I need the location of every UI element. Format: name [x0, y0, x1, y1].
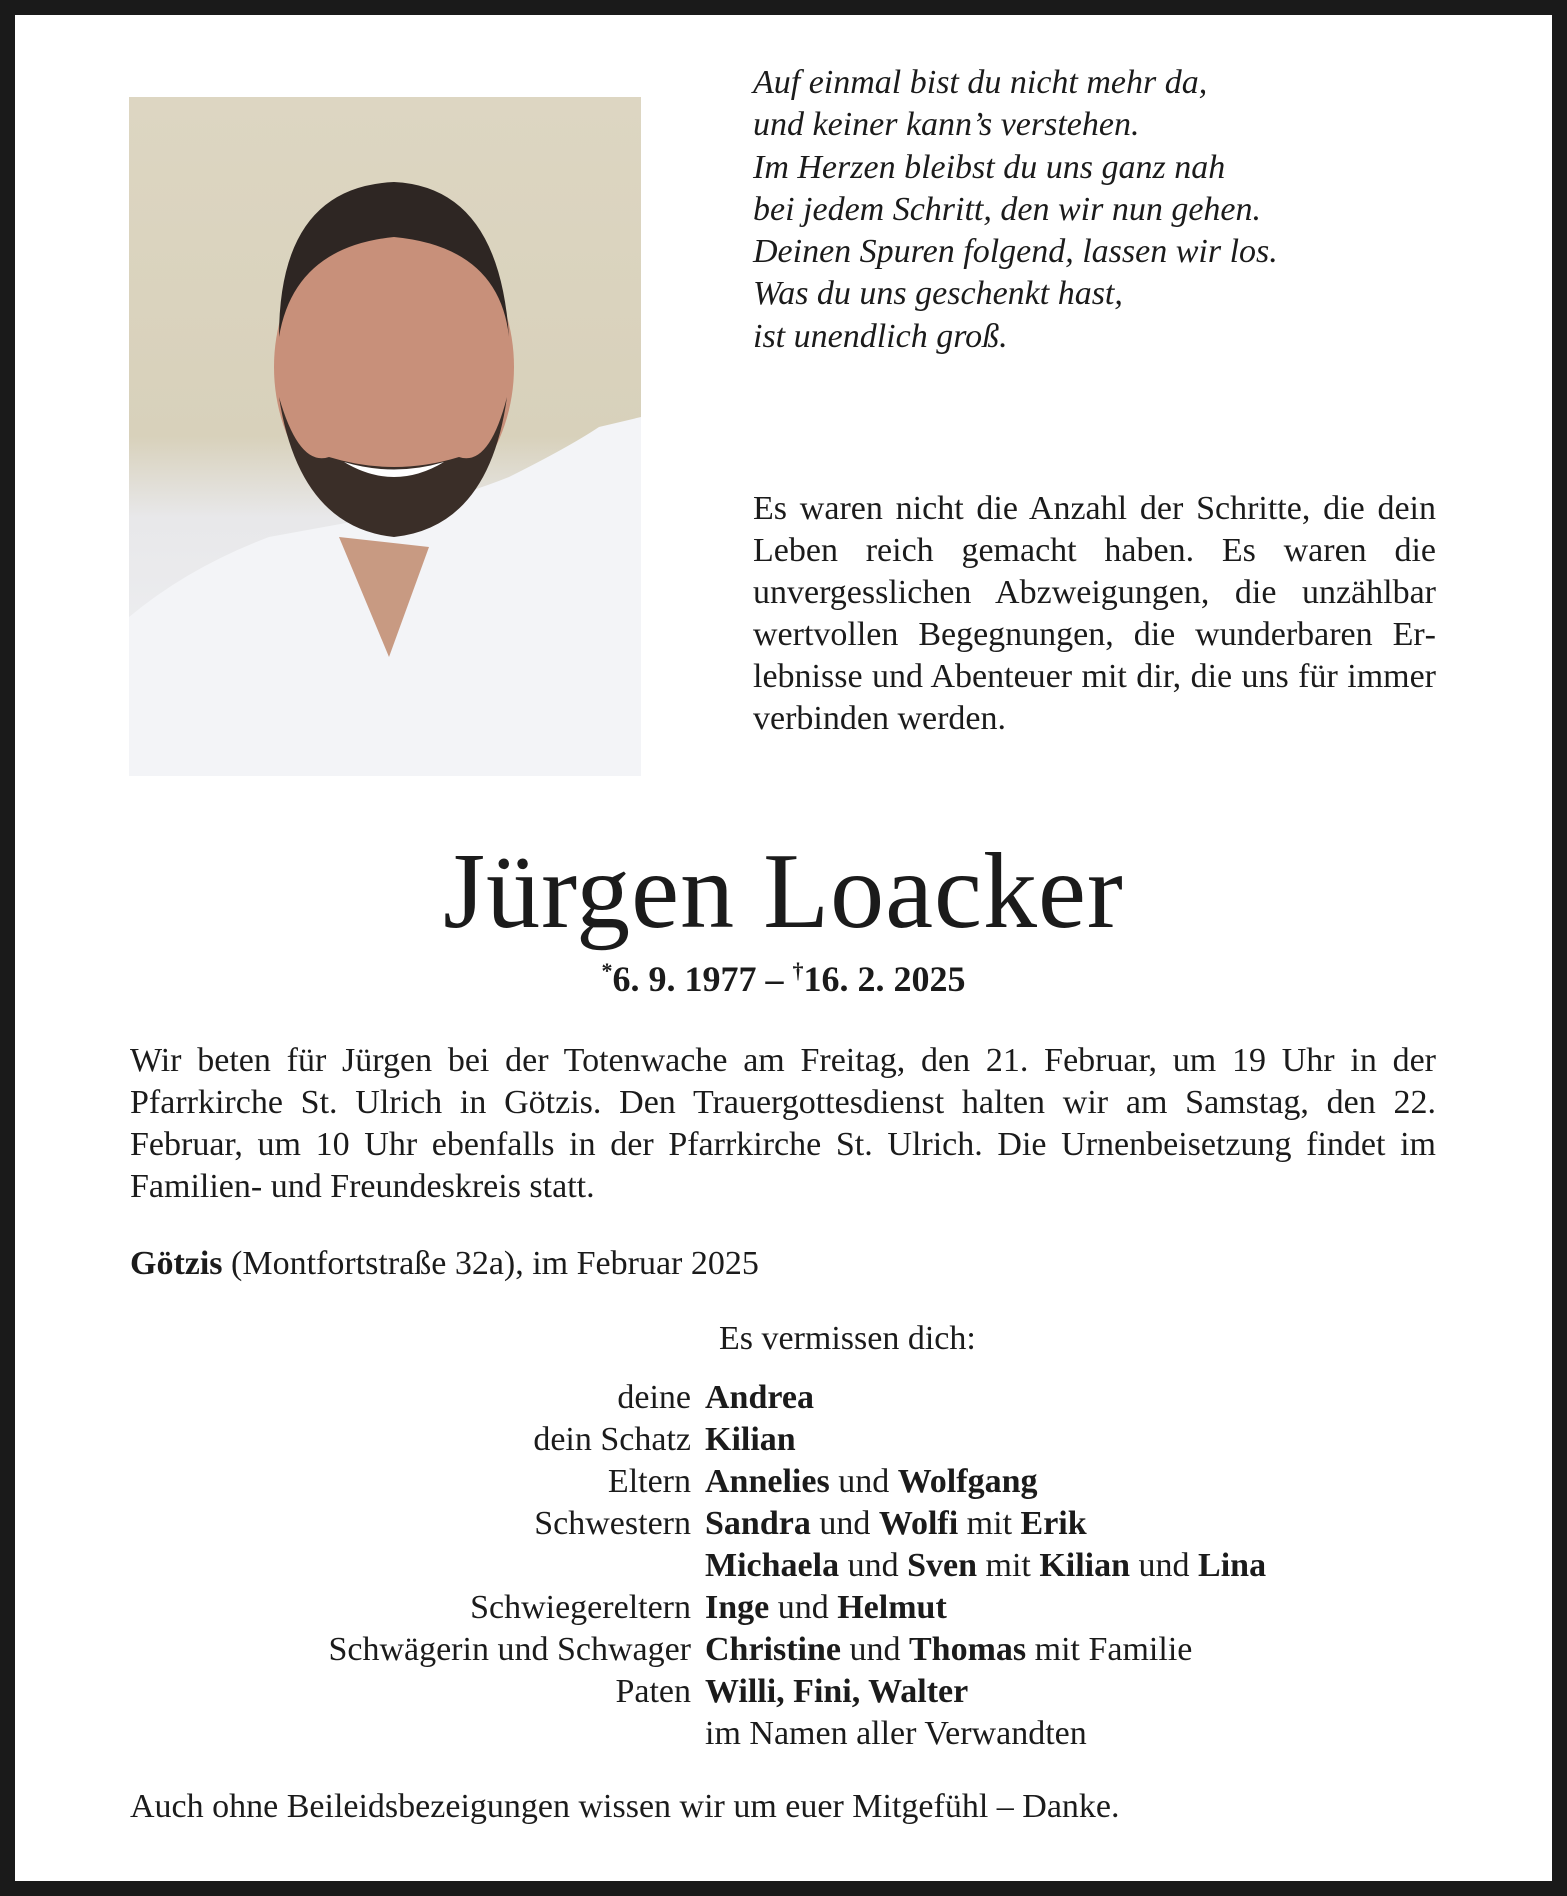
connector-text: mit Familie: [1026, 1631, 1193, 1668]
mourner-row: [0, 1629, 1567, 1671]
mourner-name: Wolfgang: [897, 1463, 1038, 1500]
relation-label: Schwestern: [534, 1505, 691, 1542]
relation-label: deine: [617, 1379, 691, 1416]
funeral-announcement: Wir beten für Jürgen bei der Totenwache am Freitag, den 21. Februar, um 19 Uhr in der Pfarrkirche St. Ulrich in Götzis. Den Trauergottesdienst halten wir am Samstag, den 22. Februar, um 10 Uhr ebenfalls in der Pfarrkirche St. Ulrich. Die Urnenbeisetzung findet im Familien- und Freundeskreis statt.: [130, 1042, 1436, 1205]
poem-line: ist unendlich groß.: [753, 317, 1008, 355]
mourner-name: Thomas: [909, 1631, 1027, 1668]
mourner-name: Annelies: [705, 1463, 830, 1500]
mourner-names: [705, 1713, 1087, 1755]
date-separator: –: [756, 959, 793, 999]
memorial-paragraph: Es waren nicht die Anzahl der Schritte, die dein Leben reich gemacht haben. Es waren die unvergesslichen Abzweigungen, die unzählbar wertvollen Begegnungen, die wunderbaren Erlebnisse und Abenteuer mit dir, die uns für immer verbinden werden.: [753, 490, 1436, 737]
poem-line: und keiner kann’s verstehen.: [753, 106, 1140, 144]
mourners-list: [0, 1377, 1567, 1755]
mourner-name: Kilian: [705, 1421, 796, 1458]
portrait-photo: [129, 97, 641, 776]
mourner-names: [705, 1461, 1038, 1503]
mourner-names: [705, 1587, 947, 1629]
connector-text: und: [829, 1463, 898, 1500]
death-date: 16. 2. 2025: [803, 959, 966, 999]
place-and-date: [130, 1245, 759, 1283]
mourner-name: Inge: [705, 1589, 770, 1626]
mourner-name: Sven: [907, 1547, 977, 1584]
connector-text: im Namen aller Verwandten: [705, 1715, 1087, 1752]
mourner-row: [0, 1545, 1567, 1587]
mourner-row: [0, 1587, 1567, 1629]
mourner-name: Sandra: [705, 1505, 811, 1542]
thanks-note: Auch ohne Beileidsbezeigungen wissen wir um euer Mitgefühl – Danke.: [130, 1788, 1120, 1825]
connector-text: und: [841, 1631, 909, 1668]
died-symbol: †: [792, 958, 804, 983]
mourner-row: [0, 1377, 1567, 1419]
relation-label: dein Schatz: [533, 1421, 691, 1458]
mourner-name: Christine: [705, 1631, 841, 1668]
deceased-name: Jürgen Loacker: [443, 832, 1124, 951]
relation-label: Schwiegereltern: [470, 1589, 691, 1626]
mourner-name: Wolfi: [878, 1505, 959, 1542]
connector-text: und: [769, 1589, 838, 1626]
mourner-names: [705, 1671, 968, 1713]
born-symbol: *: [601, 958, 613, 983]
mourner-row: [0, 1419, 1567, 1461]
mourner-name: Andrea: [705, 1379, 814, 1416]
mourner-row: [0, 1461, 1567, 1503]
poem-line: Auf einmal bist du nicht mehr da,: [753, 64, 1208, 101]
mourner-row: [0, 1713, 1567, 1755]
mourner-names: [705, 1545, 1266, 1587]
relation-label: Paten: [615, 1673, 691, 1710]
relation-label: [0, 1713, 705, 1755]
mourner-names: [705, 1419, 796, 1461]
relation-label: Schwägerin und Schwager: [328, 1631, 691, 1668]
connector-text: und: [1130, 1547, 1199, 1584]
poem-line: Im Herzen bleibst du uns ganz nah: [753, 148, 1226, 186]
relation-label: Eltern: [607, 1463, 691, 1500]
address-date: (Montfortstraße 32a), im Februar 2025: [222, 1245, 759, 1282]
mourner-row: [0, 1671, 1567, 1713]
mourner-name: Erik: [1020, 1505, 1087, 1542]
mourner-names: [705, 1377, 814, 1419]
mourner-names: [705, 1503, 1087, 1545]
connector-text: und: [839, 1547, 908, 1584]
relation-label: [0, 1545, 705, 1587]
mourner-name: Kilian: [1039, 1547, 1131, 1584]
mourner-names: [705, 1629, 1192, 1671]
mourner-name: Helmut: [837, 1589, 947, 1626]
connector-text: und: [810, 1505, 879, 1542]
mourner-name: Michaela: [705, 1547, 840, 1584]
birth-date: 6. 9. 1977: [612, 959, 757, 999]
mourner-name: Willi, Fini, Walter: [705, 1673, 969, 1710]
place-name: Götzis: [130, 1245, 223, 1282]
mourners-heading: Es vermissen dich:: [719, 1320, 976, 1357]
poem-line: Deinen Spuren folgend, lassen wir los.: [753, 233, 1278, 271]
mourner-name: Lina: [1198, 1547, 1267, 1584]
life-dates: [0, 958, 1567, 1000]
connector-text: mit: [958, 1505, 1021, 1542]
poem-line: bei jedem Schritt, den wir nun gehen.: [753, 190, 1262, 228]
connector-text: mit: [977, 1547, 1040, 1584]
mourner-row: [0, 1503, 1567, 1545]
poem: [753, 62, 1278, 358]
poem-line: Was du uns geschenkt hast,: [753, 275, 1123, 313]
